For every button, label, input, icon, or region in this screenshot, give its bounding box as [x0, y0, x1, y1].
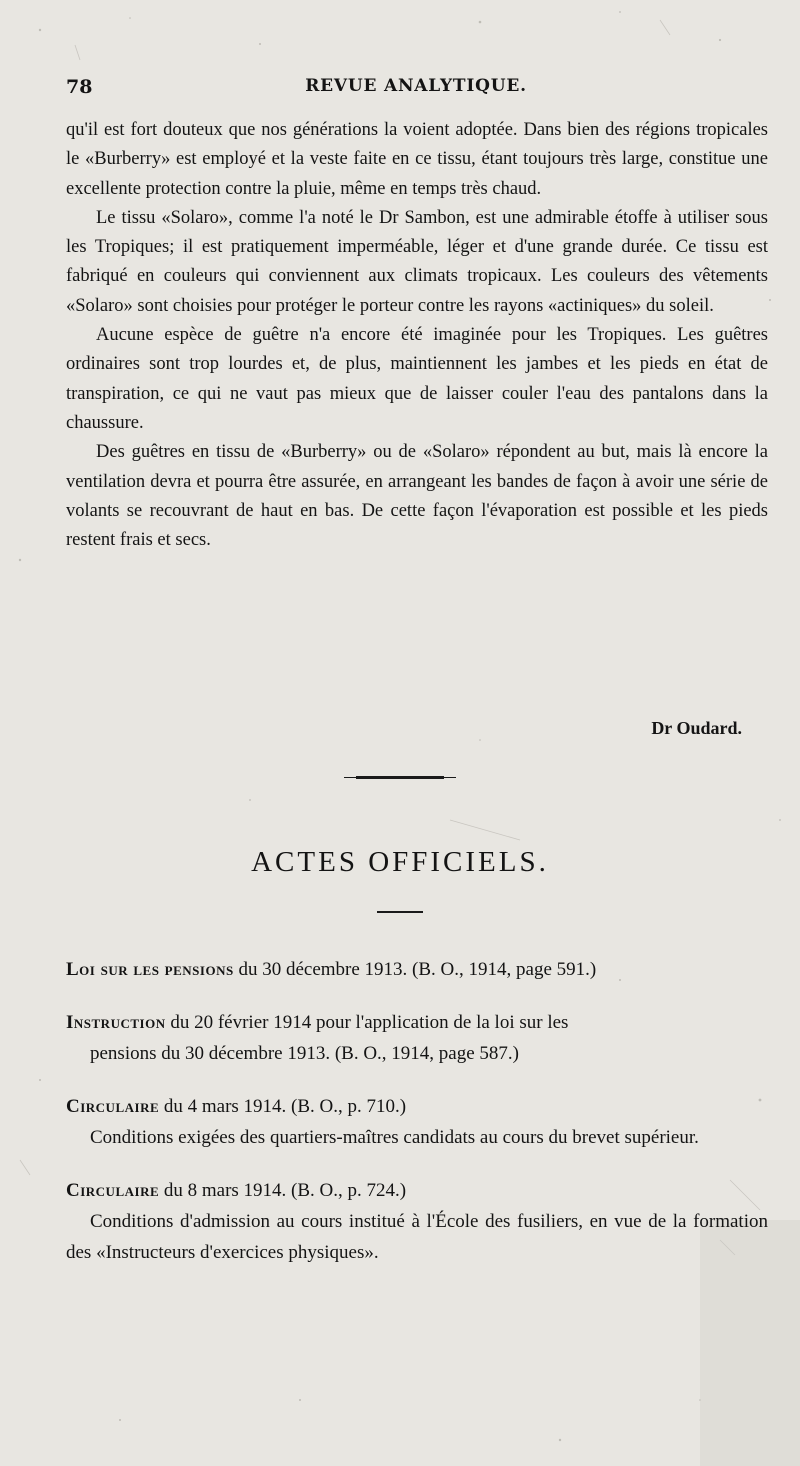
- act-type: Circulaire: [66, 1096, 160, 1117]
- act-type: Instruction: [66, 1012, 166, 1033]
- act-reference: du 30 décembre 1913. (B. O., 1914, page 591.): [233, 959, 597, 980]
- title-underline: [377, 911, 423, 913]
- act-entry: [66, 1091, 768, 1153]
- section-divider: [356, 776, 444, 779]
- paragraph: Aucune espèce de guêtre n'a encore été imaginée pour les Tropiques. Les guêtres ordinaires sont trop lourdes et, de plus, maintiennent les jambes et les pieds en état de transpiration, ce qui ne vaut pas mieux que de laisser couler l'eau des pantalons dans la chaussure.: [66, 325, 768, 433]
- act-entry: [66, 1007, 768, 1069]
- act-entry: [66, 1175, 768, 1268]
- act-heading: [66, 1091, 768, 1122]
- act-heading: [66, 954, 768, 985]
- author-signature: Dr Oudard.: [651, 718, 742, 738]
- page-header: [66, 76, 766, 106]
- act-reference: du 20 février 1914 pour l'application de la loi sur les: [165, 1012, 569, 1033]
- act-reference: du 4 mars 1914. (B. O., p. 710.): [159, 1096, 407, 1117]
- running-title: REVUE ANALYTIQUE.: [305, 76, 527, 96]
- paragraph: Le tissu «Solaro», comme l'a noté le Dr Sambon, est une admirable étoffe à utiliser sous les Tropiques; il est pratiquement imperméable, léger et d'une grande durée. Ce tissu est fabriqué en couleurs qui conviennent aux climats tropicaux. Les couleurs des vêtements «Solaro» sont choisies pour protéger le porteur contre les rayons «actiniques» du soleil.: [66, 207, 768, 316]
- act-heading: [66, 1175, 768, 1206]
- act-reference-continued: pensions du 30 décembre 1913. (B. O., 1914, page 587.): [90, 1043, 520, 1064]
- page-number: 78: [66, 76, 93, 98]
- act-type: Loi sur les pensions: [66, 959, 234, 980]
- act-description: Conditions exigées des quartiers-maîtres candidats au cours du brevet supérieur.: [90, 1127, 699, 1148]
- paragraph: qu'il est fort douteux que nos générations la voient adoptée. Dans bien des régions tropicales le «Burberry» est employé et la veste faite en ce tissu, étant toujours très large, constitue une excellente protection contre la pluie, même en temps très chaud.: [66, 120, 768, 199]
- act-description: Conditions d'admission au cours institué à l'École des fusiliers, en vue de la formation des «Instructeurs d'exercices physiques».: [66, 1211, 768, 1263]
- section-title: ACTES OFFICIELS.: [251, 846, 549, 878]
- article-body: [66, 116, 768, 555]
- act-reference: du 8 mars 1914. (B. O., p. 724.): [159, 1180, 407, 1201]
- paragraph: Des guêtres en tissu de «Burberry» ou de «Solaro» répondent au but, mais là encore la ventilation devra et pourra être assurée, en arrangeant les bandes de façon à avoir une série de volants se recouvrant de haut en bas. De cette façon l'évaporation est possible et les pieds restent frais et secs.: [66, 442, 768, 551]
- act-type: Circulaire: [66, 1180, 160, 1201]
- official-acts-list: [66, 954, 768, 1290]
- act-entry: [66, 954, 768, 985]
- act-heading: [66, 1007, 768, 1038]
